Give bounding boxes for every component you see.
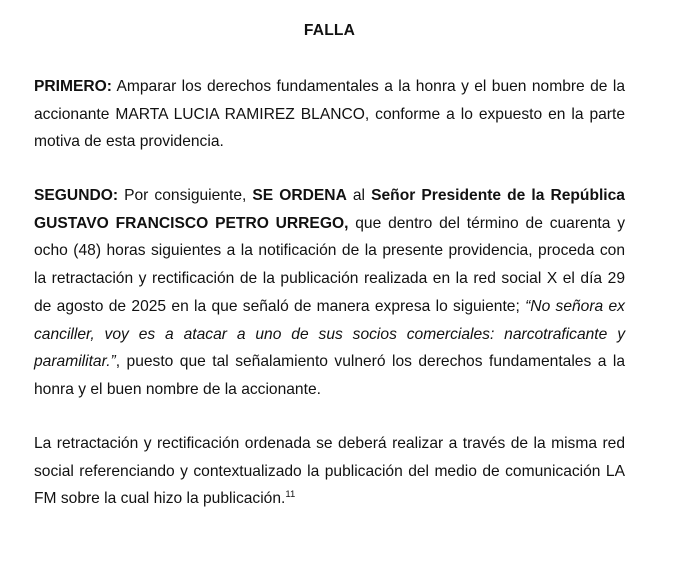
segundo-order-text: SE ORDENA (252, 187, 347, 204)
primero-label: PRIMERO: (34, 78, 112, 95)
section-title: FALLA (303, 22, 356, 39)
paragraph-retractacion (34, 430, 625, 513)
document-page (34, 0, 625, 565)
segundo-addressee: Señor Presidente de la República GUSTAVO FRANCISCO PETRO URREGO, (34, 187, 625, 232)
segundo-text-3: que dentro del término de cuarenta y ocho (48) horas siguientes a la notificación de la presente providencia, proceda con la retractación y rectificación de la publicación realizada en la red social X el día 29 de agosto de 2025 en la que señaló de manera expresa lo siguiente; (34, 214, 625, 315)
segundo-text-4: , puesto que tal señalamiento vulneró los derechos fundamentales a la honra y el buen nombre de la accionante. (34, 353, 625, 398)
segundo-label: SEGUNDO: (34, 187, 119, 204)
segundo-quote: “No señora ex canciller, voy es a atacar a uno de sus socios comerciales: narcotraficante y paramilitar.” (34, 297, 625, 371)
primero-text: Amparar los derechos fundamentales a la honra y el buen nombre de la accionante MARTA LUCIA RAMIREZ BLANCO, conforme a lo expuesto en la parte motiva de esta providencia. (34, 78, 625, 151)
segundo-text-1: Por consiguiente, (118, 187, 253, 204)
retractacion-text: La retractación y rectificación ordenada se deberá realizar a través de la misma red social referenciando y contextualizado la publicación del medio de comunicación LA FM sobre la cual hizo la publicación. (34, 435, 625, 508)
paragraph-primero (34, 73, 625, 156)
segundo-text-2: al (346, 187, 372, 204)
footnote-reference: 11 (285, 489, 296, 501)
paragraph-segundo (34, 182, 625, 404)
